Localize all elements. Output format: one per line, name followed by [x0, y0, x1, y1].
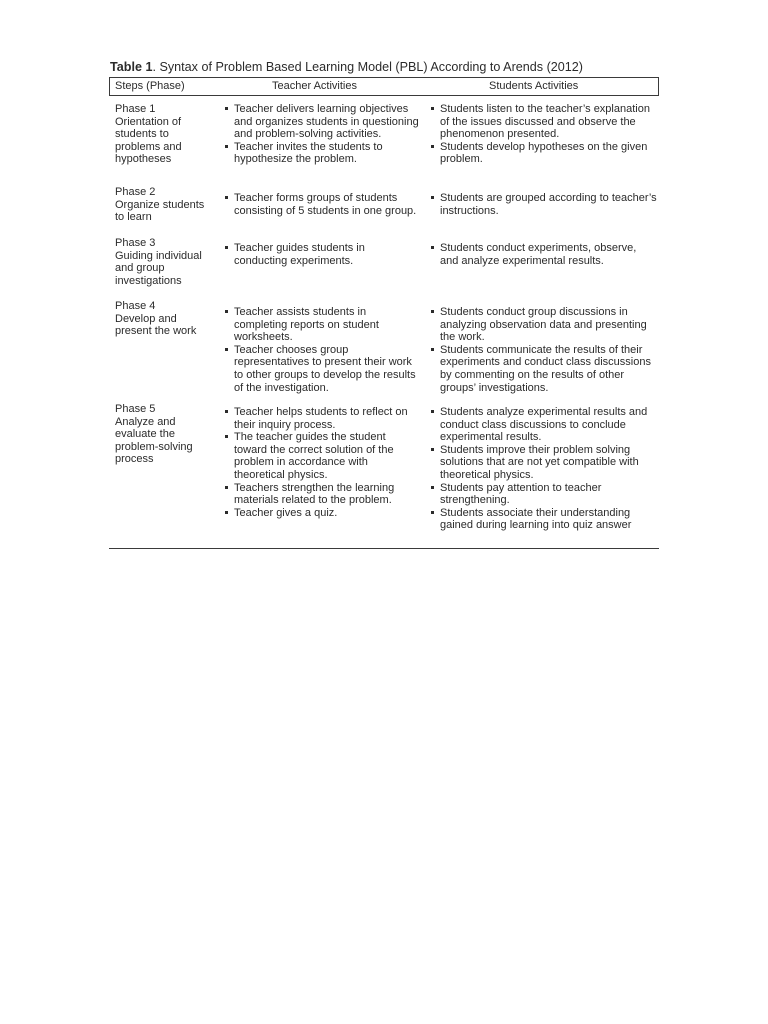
- phase-line: problem-solving: [115, 440, 193, 453]
- phase-line: Organize students: [115, 198, 205, 211]
- phase-line: to learn: [115, 211, 152, 224]
- phase-line: problems and: [115, 140, 182, 153]
- student-activity-item: Students conduct experiments, observe, and analyze experimental results.: [431, 242, 657, 267]
- phase-line: Phase 2: [115, 186, 156, 198]
- student-activity-item: Students are grouped according to teacher’s instructions.: [431, 192, 657, 217]
- student-activity-item: Students communicate the results of their experiments and conduct class discussions by commenting on the results of other groups’ investigations.: [431, 344, 657, 394]
- phase-line: students to: [115, 128, 169, 141]
- student-activity-item: Students pay attention to teacher strengthening.: [431, 482, 657, 507]
- teacher-activities-list: [225, 192, 421, 217]
- teacher-activity-item: Teacher forms groups of students consisting of 5 students in one group.: [225, 192, 421, 217]
- phase-line: Phase 1: [115, 103, 156, 115]
- phase-line: Phase 4: [115, 300, 156, 312]
- student-activity-item: Students develop hypotheses on the given problem.: [431, 141, 657, 166]
- teacher-activity-item: The teacher guides the student toward the correct solution of the problem in accordance with theoretical physics.: [225, 431, 421, 481]
- table-caption: [110, 59, 583, 75]
- phase-line: hypotheses: [115, 153, 172, 166]
- phase-line: Orientation of: [115, 115, 182, 128]
- students-activities-list: [431, 103, 657, 166]
- phase-line: Guiding individual: [115, 249, 202, 262]
- teacher-activity-item: Teacher guides students in conducting experiments.: [225, 242, 421, 267]
- phase-line: Phase 5: [115, 403, 156, 415]
- phase-cell: [115, 237, 221, 287]
- student-activity-item: Students listen to the teacher’s explanation of the issues discussed and observe the phenomenon presented.: [431, 103, 657, 141]
- student-activity-item: Students improve their problem solving solutions that are not yet compatible with theoretical physics.: [431, 444, 657, 482]
- students-activities-list: [431, 192, 657, 217]
- phase-line: Phase 3: [115, 237, 156, 249]
- table-bottom-rule: [109, 548, 659, 549]
- teacher-activity-item: Teacher assists students in completing reports on student worksheets.: [225, 306, 421, 344]
- table-caption-label: Table 1: [110, 60, 153, 74]
- table-caption-text: . Syntax of Problem Based Learning Model (PBL) According to Arends (2012): [152, 60, 583, 74]
- teacher-activity-item: Teacher chooses group representatives to present their work to other groups to develop the results of the investigation.: [225, 344, 421, 394]
- phase-line: and group: [115, 262, 165, 275]
- students-activities-list: [431, 306, 657, 394]
- teacher-activity-item: Teacher invites the students to hypothesize the problem.: [225, 141, 421, 166]
- teacher-activity-item: Teacher delivers learning objectives and organizes students in questioning and problem-solving activities.: [225, 103, 421, 141]
- header-steps: Steps (Phase): [115, 80, 185, 92]
- student-activity-item: Students conduct group discussions in analyzing observation data and presenting the work.: [431, 306, 657, 344]
- phase-cell: [115, 403, 221, 466]
- header-students-activities: Students Activities: [489, 80, 579, 92]
- teacher-activity-item: Teacher gives a quiz.: [225, 507, 421, 520]
- teacher-activity-item: Teacher helps students to reflect on their inquiry process.: [225, 406, 421, 431]
- phase-cell: [115, 186, 221, 224]
- teacher-activities-list: [225, 242, 421, 267]
- phase-cell: [115, 103, 221, 166]
- phase-line: evaluate the: [115, 428, 175, 441]
- phase-line: present the work: [115, 325, 197, 338]
- teacher-activities-list: [225, 406, 421, 519]
- students-activities-list: [431, 406, 657, 532]
- teacher-activities-list: [225, 306, 421, 394]
- header-teacher-activities: Teacher Activities: [272, 80, 357, 92]
- phase-line: Develop and: [115, 312, 177, 325]
- teacher-activities-list: [225, 103, 421, 166]
- phase-line: Analyze and: [115, 415, 176, 428]
- phase-cell: [115, 300, 221, 338]
- teacher-activity-item: Teachers strengthen the learning materials related to the problem.: [225, 482, 421, 507]
- phase-line: process: [115, 453, 154, 466]
- student-activity-item: Students associate their understanding gained during learning into quiz answer: [431, 507, 657, 532]
- table-header: [109, 77, 659, 96]
- students-activities-list: [431, 242, 657, 267]
- student-activity-item: Students analyze experimental results and conduct class discussions to conclude experimental results.: [431, 406, 657, 444]
- phase-line: investigations: [115, 274, 182, 287]
